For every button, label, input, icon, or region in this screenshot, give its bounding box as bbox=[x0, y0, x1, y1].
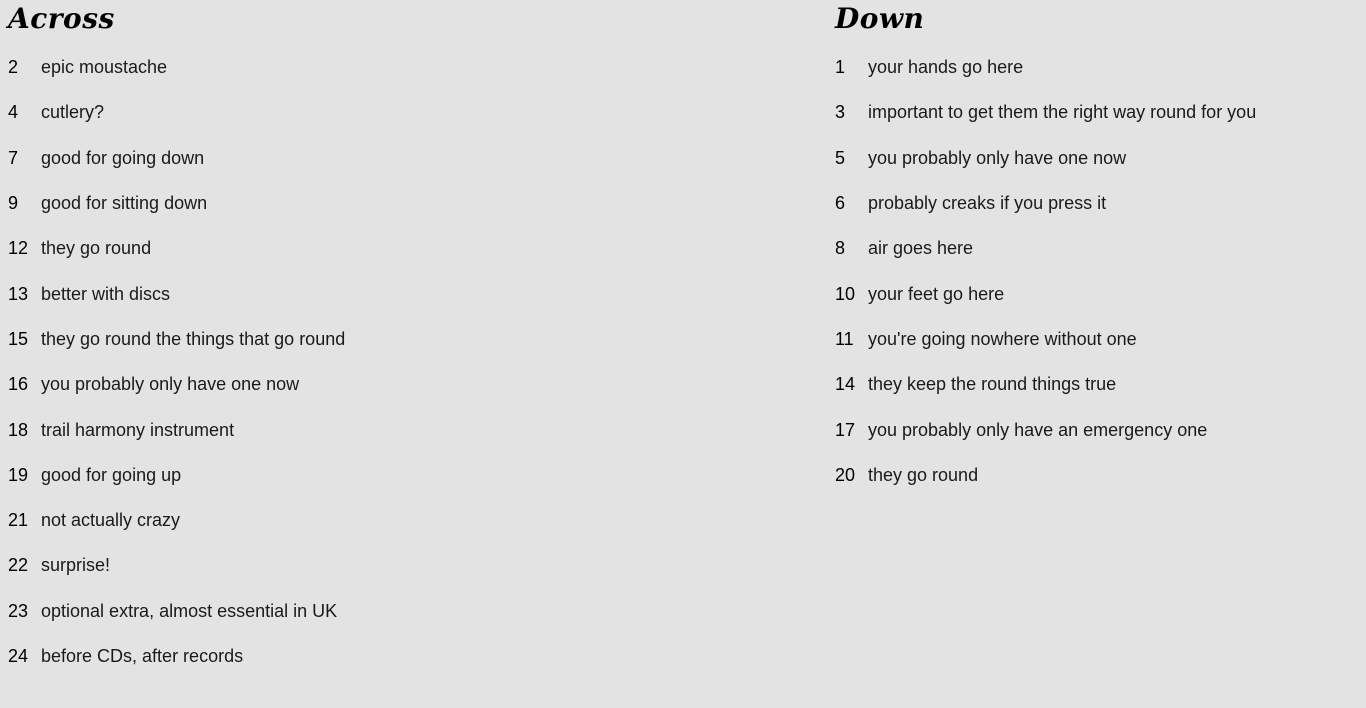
clue-number: 21 bbox=[8, 510, 29, 531]
clue-number: 5 bbox=[835, 147, 846, 168]
clue-number: 12 bbox=[8, 238, 29, 259]
clue-text: you probably only have one now bbox=[41, 374, 300, 395]
clue-number: 18 bbox=[8, 419, 29, 440]
clue-text: optional extra, almost essential in UK bbox=[41, 600, 338, 621]
down-clue-8[interactable] bbox=[835, 226, 1355, 271]
clue-number: 19 bbox=[8, 464, 29, 485]
clue-number: 13 bbox=[8, 283, 29, 304]
clue-number: 1 bbox=[835, 57, 846, 78]
across-clue-13[interactable] bbox=[8, 271, 788, 316]
clue-text: trail harmony instrument bbox=[41, 419, 235, 440]
clue-text: they keep the round things true bbox=[868, 374, 1117, 395]
clue-text: probably creaks if you press it bbox=[868, 193, 1107, 214]
clue-number: 15 bbox=[8, 328, 29, 349]
clue-number: 24 bbox=[8, 646, 29, 666]
clue-text: surprise! bbox=[41, 555, 111, 576]
clue-number: 4 bbox=[8, 102, 19, 123]
clue-text: epic moustache bbox=[41, 57, 168, 78]
clue-number: 7 bbox=[8, 147, 19, 168]
across-clue-22[interactable] bbox=[8, 543, 788, 588]
clue-number: 17 bbox=[835, 419, 856, 440]
across-clue-19[interactable] bbox=[8, 453, 788, 498]
down-clue-10[interactable] bbox=[835, 271, 1355, 316]
across-clue-9[interactable] bbox=[8, 181, 788, 226]
down-clue-6[interactable] bbox=[835, 181, 1355, 226]
across-clue-12[interactable] bbox=[8, 226, 788, 271]
down-clue-list bbox=[835, 45, 1355, 498]
clue-text: you're going nowhere without one bbox=[868, 328, 1137, 349]
clue-text: not actually crazy bbox=[41, 510, 181, 531]
clue-number: 23 bbox=[8, 600, 29, 621]
clue-text: your feet go here bbox=[868, 283, 1005, 304]
across-clue-24[interactable] bbox=[8, 634, 788, 679]
clue-text: they go round bbox=[868, 464, 979, 485]
clue-number: 10 bbox=[835, 283, 856, 304]
clue-number: 6 bbox=[835, 193, 846, 214]
across-clue-list bbox=[8, 45, 788, 679]
clue-text: air goes here bbox=[868, 238, 974, 259]
across-clue-2[interactable] bbox=[8, 45, 788, 90]
clue-number: 9 bbox=[8, 193, 19, 214]
across-clue-15[interactable] bbox=[8, 317, 788, 362]
down-clue-14[interactable] bbox=[835, 362, 1355, 407]
down-clue-11[interactable] bbox=[835, 317, 1355, 362]
down-clue-3[interactable] bbox=[835, 90, 1355, 135]
clue-number: 11 bbox=[835, 328, 854, 349]
down-clue-5[interactable] bbox=[835, 136, 1355, 181]
clue-text: good for going down bbox=[41, 147, 205, 168]
clue-number: 8 bbox=[835, 238, 846, 259]
clue-text: you probably only have one now bbox=[868, 147, 1127, 168]
across-clues-panel bbox=[8, 0, 788, 679]
across-clue-4[interactable] bbox=[8, 90, 788, 135]
across-clue-23[interactable] bbox=[8, 589, 788, 634]
clue-text: they go round bbox=[41, 238, 152, 259]
down-clue-17[interactable] bbox=[835, 407, 1355, 452]
clue-text: you probably only have an emergency one bbox=[868, 419, 1208, 440]
clue-text: cutlery? bbox=[41, 102, 105, 123]
clue-number: 20 bbox=[835, 464, 856, 485]
down-clues-panel bbox=[835, 0, 1355, 498]
clue-number: 2 bbox=[8, 57, 19, 78]
down-clue-20[interactable] bbox=[835, 453, 1355, 498]
across-clue-21[interactable] bbox=[8, 498, 788, 543]
across-clue-7[interactable] bbox=[8, 136, 788, 181]
down-heading: Down bbox=[835, 2, 925, 35]
clue-text: before CDs, after records bbox=[41, 646, 244, 666]
clue-text: good for going up bbox=[41, 464, 182, 485]
clue-text: better with discs bbox=[41, 283, 171, 304]
clue-number: 14 bbox=[835, 374, 856, 395]
clue-text: important to get them the right way round for you bbox=[868, 102, 1257, 123]
across-clue-18[interactable] bbox=[8, 407, 788, 452]
across-heading: Across bbox=[8, 2, 115, 35]
clue-text: they go round the things that go round bbox=[41, 328, 346, 349]
clue-text: good for sitting down bbox=[41, 193, 208, 214]
clue-number: 3 bbox=[835, 102, 846, 123]
clue-number: 16 bbox=[8, 374, 29, 395]
clue-number: 22 bbox=[8, 555, 29, 576]
down-clue-1[interactable] bbox=[835, 45, 1355, 90]
clue-text: your hands go here bbox=[868, 57, 1024, 78]
across-clue-16[interactable] bbox=[8, 362, 788, 407]
